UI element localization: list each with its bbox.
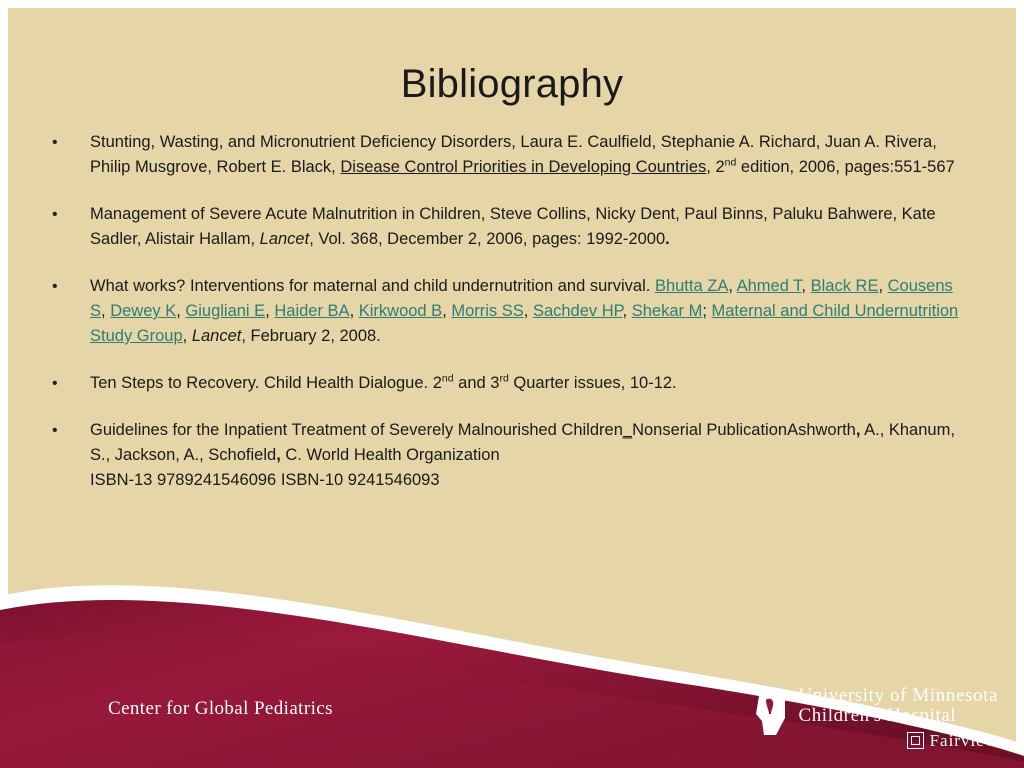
bibliography-entry-text — [90, 274, 972, 349]
author-link[interactable]: Shekar M — [631, 302, 703, 320]
plain-text: , February 2, 2008. — [241, 327, 381, 345]
bullet-icon: • — [52, 375, 58, 392]
plain-text: and 3 — [453, 374, 500, 392]
plain-text: , — [349, 302, 359, 320]
bullet-icon: • — [52, 422, 58, 439]
logo-line-hospital: Children's Hospital — [798, 705, 957, 727]
plain-text: , Vol. 368, December 2, 2006, pages: 1992-2000 — [309, 230, 666, 248]
plain-text: Stunting, Wasting, and Micronutrient Deficiency Disorders, Laura E. Caulfield, Stephanie A. Richard, Juan A. Rivera, Philip Musgrove, Robert E. Black, — [90, 133, 937, 176]
plain-text: , — [176, 302, 186, 320]
plain-text: , — [523, 302, 533, 320]
bibliography-entry-text — [90, 202, 972, 252]
plain-text: edition, 2006, pages:551-567 — [736, 158, 955, 176]
page-title: Bibliography — [400, 62, 624, 106]
plain-text: Management of Severe Acute Malnutrition in Children, Steve Collins, Nicky Dent, Paul Binns, Paluku Bahwere, Kate Sadler, Alistair Hallam, — [90, 205, 936, 248]
logo-line-fairview — [798, 732, 998, 750]
author-link[interactable]: Cousens S — [90, 277, 953, 320]
underlined-text: _ — [622, 421, 633, 439]
plain-text: What works? Interventions for maternal and child undernutrition and survival. — [90, 277, 655, 295]
plain-text: ISBN-13 9789241546096 ISBN-10 9241546093 — [90, 471, 440, 489]
author-link[interactable]: Kirkwood B — [358, 302, 443, 320]
author-link[interactable]: Bhutta ZA — [654, 277, 729, 295]
bibliography-entry-text — [90, 371, 972, 396]
plain-text: , — [728, 277, 737, 295]
plain-text: , — [265, 302, 275, 320]
bibliography-entry — [52, 274, 972, 349]
plain-text: ; — [702, 302, 712, 320]
bibliography-entry-text — [90, 130, 972, 180]
bibliography-entry — [52, 418, 972, 493]
author-link[interactable]: Maternal and Child Undernutrition Study Group — [90, 302, 959, 345]
fairview-mark-icon — [907, 732, 924, 749]
plain-text: , — [622, 302, 632, 320]
author-link[interactable]: Giugliani E — [185, 302, 266, 320]
bibliography-entry — [52, 371, 972, 396]
ordinal-suffix: nd — [724, 156, 737, 169]
plain-text: Quarter issues, 10-12. — [508, 374, 677, 392]
bold-text: . — [665, 230, 670, 248]
underlined-text: Disease Control Priorities in Developing Countries — [340, 158, 707, 176]
plain-text: , — [442, 302, 452, 320]
logo-line-university: University of Minnesota — [798, 684, 998, 706]
bibliography-list — [52, 130, 972, 515]
bold-text: , — [276, 446, 281, 464]
ordinal-suffix: nd — [441, 372, 454, 385]
footer-center-name: Center for Global Pediatrics — [108, 698, 333, 719]
author-link[interactable]: Dewey K — [110, 302, 177, 320]
plain-text: Guidelines for the Inpatient Treatment of Severely Malnourished Children — [90, 421, 623, 439]
plain-text: , 2 — [706, 158, 725, 176]
journal-title: Lancet — [259, 230, 310, 248]
plain-text: C. World Health Organization — [280, 446, 500, 464]
plain-text: , — [182, 327, 192, 345]
plain-text: , — [101, 302, 111, 320]
ordinal-suffix: rd — [499, 372, 509, 385]
fairview-label: Fairview — [929, 730, 998, 750]
university-logo — [754, 686, 998, 750]
bullet-icon: • — [52, 134, 58, 151]
plain-text: A., Khanum, S., Jackson, A., Schofield — [90, 421, 955, 464]
plain-text: , — [878, 277, 888, 295]
bullet-icon: • — [52, 278, 58, 295]
author-link[interactable]: Ahmed T — [736, 277, 802, 295]
plain-text: , — [801, 277, 811, 295]
bold-text: , — [855, 421, 861, 439]
slide-border-top — [0, 0, 1024, 8]
author-link[interactable]: Sachdev HP — [532, 302, 623, 320]
plain-text: Nonserial PublicationAshworth — [632, 421, 856, 439]
author-link[interactable]: Morris SS — [451, 302, 524, 320]
minnesota-state-outline-icon — [754, 688, 788, 745]
bibliography-entry-text — [90, 418, 972, 493]
journal-title: Lancet — [191, 327, 242, 345]
bibliography-entry — [52, 130, 972, 180]
bibliography-entry — [52, 202, 972, 252]
author-link[interactable]: Haider BA — [274, 302, 350, 320]
plain-text: Ten Steps to Recovery. Child Health Dialogue. 2 — [90, 374, 442, 392]
bullet-icon: • — [52, 206, 58, 223]
author-link[interactable]: Black RE — [810, 277, 879, 295]
